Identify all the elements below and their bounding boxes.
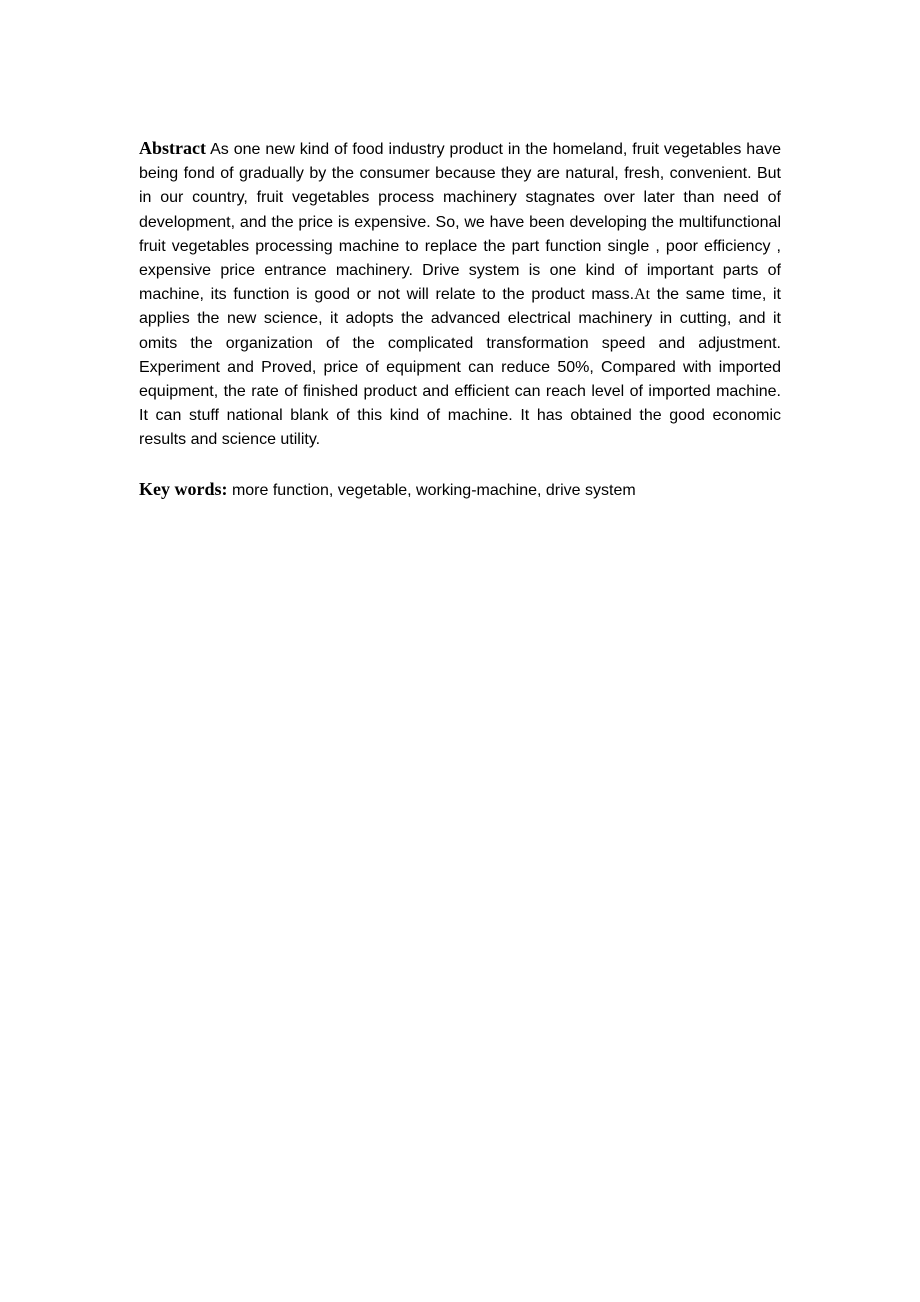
abstract-section <box>139 136 781 503</box>
keywords-text: more function, vegetable, working-machine, drive system <box>227 481 636 499</box>
abstract-paragraph <box>139 136 781 453</box>
abstract-label: Abstract <box>139 138 206 158</box>
abstract-text-at: At <box>634 286 651 304</box>
abstract-text-part2: the same time, it applies the new science, it adopts the advanced electrical machinery in cutting, and it omits the organization of the complicated transformation speed and adjustment. Experiment and Proved, price of equipment can reduce 50%, Compared with imported equipment, the rate of finished product and efficient can reach level of imported machine. It can stuff national blank of this kind of machine. It has obtained the good economic results and science utility. <box>139 286 781 449</box>
keywords-label: Key words: <box>139 478 228 499</box>
abstract-text-part1: As one new kind of food industry product in the homeland, fruit vegetables have being fond of gradually by the consumer because they are natural, fresh, convenient. But in our country, fruit vegetables process machinery stagnates over later than need of development, and the price is expensive. So, we have been developing the multifunctional fruit vegetables processing machine to replace the part function single , poor efficiency , expensive price entrance machinery. Drive system is one kind of important parts of machine, its function is good or not will relate to the product mass. <box>139 141 781 304</box>
keywords-paragraph <box>139 477 781 503</box>
